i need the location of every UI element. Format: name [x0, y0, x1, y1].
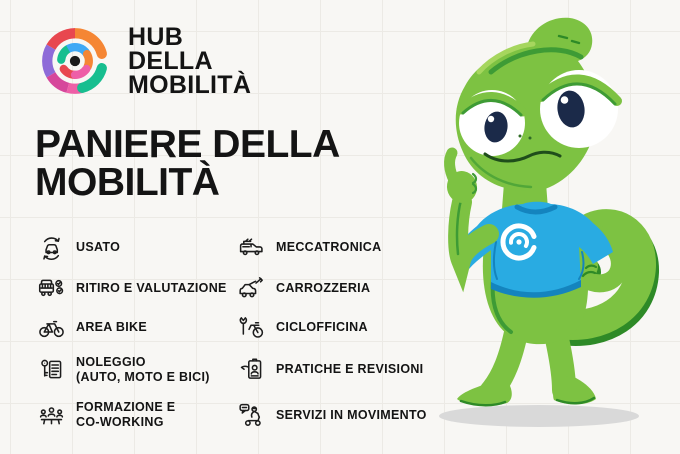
service-label: AREA BIKE	[76, 320, 147, 334]
mascot-shadow	[439, 405, 639, 427]
mascot-head	[456, 18, 618, 191]
chameleon-mascot	[433, 10, 665, 444]
page-title-line: MOBILITÀ	[35, 161, 220, 204]
pickup-valuation-icon	[36, 273, 66, 303]
service-item-ciclofficina	[236, 313, 456, 343]
service-item-carrozzeria	[236, 273, 456, 303]
car-body-repair-icon	[236, 273, 266, 303]
coworking-people-icon	[36, 400, 66, 430]
brand-header	[38, 24, 251, 98]
service-label: MECCATRONICA	[276, 239, 382, 254]
service-label: USATO	[76, 239, 121, 254]
service-item-meccatronica	[236, 232, 456, 262]
service-label: CARROZZERIA	[276, 280, 371, 295]
bicycle-icon	[36, 313, 66, 343]
brand-line: DELLA	[128, 47, 213, 75]
service-label: SERVIZI IN MOVIMENTO	[276, 407, 427, 422]
delivery-scooter-icon	[236, 400, 266, 430]
brand-name	[128, 25, 251, 97]
service-label: NOLEGGIO (AUTO, MOTO E BICI)	[76, 354, 210, 384]
rental-key-icon	[36, 355, 66, 385]
service-label: PRATICHE E REVISIONI	[276, 362, 424, 376]
service-item-area-bike	[36, 313, 236, 343]
service-label: RITIRO E VALUTAZIONE	[76, 280, 227, 295]
service-item-pratiche	[236, 355, 456, 385]
service-item-usato	[36, 232, 236, 262]
practices-badge-icon	[236, 355, 266, 385]
bike-workshop-icon	[236, 313, 266, 343]
service-item-ritiro	[36, 273, 236, 303]
service-item-noleggio	[36, 355, 236, 385]
service-label: FORMAZIONE E CO-WORKING	[76, 400, 176, 429]
page-title-line: PANIERE DELLA	[35, 123, 340, 166]
hub-mobilita-spiral-logo	[38, 24, 112, 98]
service-label: CICLOFFICINA	[276, 320, 368, 334]
brand-line: MOBILITÀ	[128, 71, 252, 99]
service-item-servizi	[236, 400, 456, 430]
used-car-icon	[36, 232, 66, 262]
services-list	[36, 226, 456, 438]
page-title	[35, 123, 340, 204]
service-item-formazione	[36, 400, 236, 430]
brand-line: HUB	[128, 23, 184, 51]
service-van-icon	[236, 232, 266, 262]
